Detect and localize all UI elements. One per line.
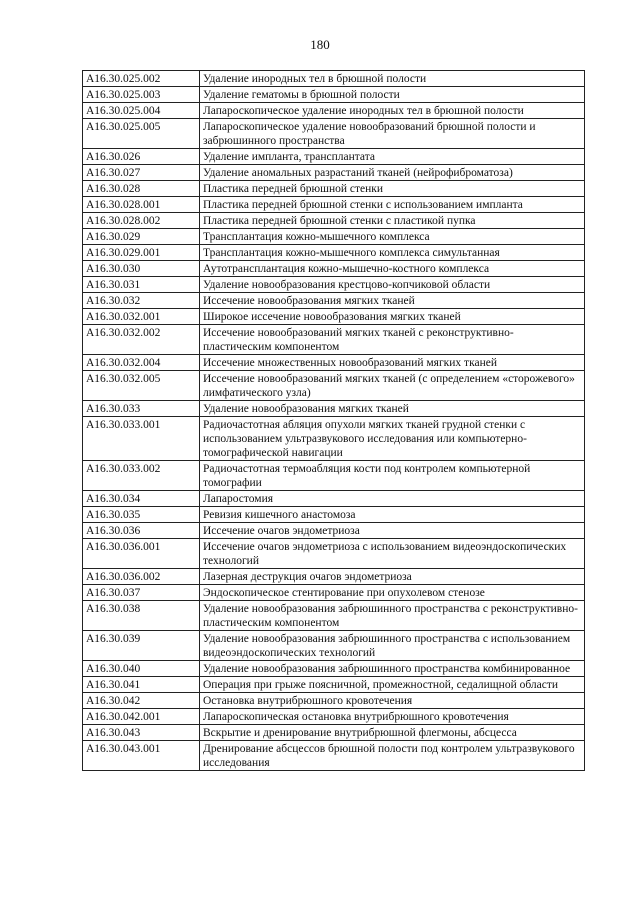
service-code-cell: A16.30.028.002 (83, 213, 200, 229)
table-row (83, 585, 585, 601)
service-name-cell: Иссечение очагов эндометриоза с использованием видеоэндоскопических технологий (200, 539, 585, 569)
table-row (83, 71, 585, 87)
service-name-cell: Лапароскопическая остановка внутрибрюшного кровотечения (200, 709, 585, 725)
service-code-cell: A16.30.040 (83, 661, 200, 677)
service-code-cell: A16.30.025.005 (83, 119, 200, 149)
service-code-cell: A16.30.025.002 (83, 71, 200, 87)
table-row (83, 539, 585, 569)
table-row (83, 417, 585, 461)
service-code-cell: A16.30.030 (83, 261, 200, 277)
table-row (83, 693, 585, 709)
service-code-cell: A16.30.032 (83, 293, 200, 309)
service-name-cell: Операция при грыже поясничной, промежностной, седалищной области (200, 677, 585, 693)
services-table (82, 70, 585, 771)
service-code-cell: A16.30.026 (83, 149, 200, 165)
service-name-cell: Удаление инородных тел в брюшной полости (200, 71, 585, 87)
table-row (83, 523, 585, 539)
service-name-cell: Удаление новообразования забрюшинного пространства с использованием видеоэндоскопических технологий (200, 631, 585, 661)
service-code-cell: A16.30.043 (83, 725, 200, 741)
service-name-cell: Удаление новообразования мягких тканей (200, 401, 585, 417)
table-row (83, 725, 585, 741)
service-name-cell: Аутотрансплантация кожно-мышечно-костного комплекса (200, 261, 585, 277)
service-code-cell: A16.30.037 (83, 585, 200, 601)
table-row (83, 507, 585, 523)
service-name-cell: Иссечение множественных новообразований мягких тканей (200, 355, 585, 371)
table-row (83, 119, 585, 149)
table-row (83, 197, 585, 213)
service-name-cell: Лапаростомия (200, 491, 585, 507)
service-name-cell: Дренирование абсцессов брюшной полости под контролем ультразвукового исследования (200, 741, 585, 771)
service-name-cell: Лазерная деструкция очагов эндометриоза (200, 569, 585, 585)
service-name-cell: Удаление импланта, трансплантата (200, 149, 585, 165)
service-name-cell: Трансплантация кожно-мышечного комплекса симультанная (200, 245, 585, 261)
service-code-cell: A16.30.025.004 (83, 103, 200, 119)
service-code-cell: A16.30.032.001 (83, 309, 200, 325)
service-name-cell: Лапароскопическое удаление инородных тел в брюшной полости (200, 103, 585, 119)
service-code-cell: A16.30.029 (83, 229, 200, 245)
table-row (83, 229, 585, 245)
service-code-cell: A16.30.032.005 (83, 371, 200, 401)
table-row (83, 103, 585, 119)
service-code-cell: A16.30.042.001 (83, 709, 200, 725)
service-name-cell: Радиочастотная термоабляция кости под контролем компьютерной томографии (200, 461, 585, 491)
service-code-cell: A16.30.043.001 (83, 741, 200, 771)
table-row (83, 355, 585, 371)
service-name-cell: Удаление новообразования крестцово-копчиковой области (200, 277, 585, 293)
table-row (83, 149, 585, 165)
service-name-cell: Эндоскопическое стентирование при опухолевом стенозе (200, 585, 585, 601)
service-code-cell: A16.30.036.001 (83, 539, 200, 569)
service-name-cell: Остановка внутрибрюшного кровотечения (200, 693, 585, 709)
service-code-cell: A16.30.031 (83, 277, 200, 293)
service-name-cell: Радиочастотная абляция опухоли мягких тканей грудной стенки с использованием ультразвукового исследования или компьютерно-томографической навигации (200, 417, 585, 461)
service-code-cell: A16.30.039 (83, 631, 200, 661)
table-row (83, 461, 585, 491)
service-code-cell: A16.30.028 (83, 181, 200, 197)
service-name-cell: Удаление новообразования забрюшинного пространства с реконструктивно-пластическим компонентом (200, 601, 585, 631)
table-row (83, 569, 585, 585)
services-table-body (83, 71, 585, 771)
service-code-cell: A16.30.036.002 (83, 569, 200, 585)
service-code-cell: A16.30.042 (83, 693, 200, 709)
service-name-cell: Иссечение очагов эндометриоза (200, 523, 585, 539)
service-name-cell: Пластика передней брюшной стенки (200, 181, 585, 197)
table-row (83, 709, 585, 725)
service-name-cell: Иссечение новообразований мягких тканей (с определением «сторожевого» лимфатического узла) (200, 371, 585, 401)
service-name-cell: Пластика передней брюшной стенки с пластикой пупка (200, 213, 585, 229)
table-row (83, 661, 585, 677)
service-code-cell: A16.30.033 (83, 401, 200, 417)
table-row (83, 491, 585, 507)
table-row (83, 277, 585, 293)
service-code-cell: A16.30.032.002 (83, 325, 200, 355)
service-name-cell: Лапароскопическое удаление новообразований брюшной полости и забрюшинного пространства (200, 119, 585, 149)
service-code-cell: A16.30.033.001 (83, 417, 200, 461)
service-code-cell: A16.30.029.001 (83, 245, 200, 261)
table-row (83, 677, 585, 693)
service-code-cell: A16.30.033.002 (83, 461, 200, 491)
service-code-cell: A16.30.027 (83, 165, 200, 181)
table-row (83, 309, 585, 325)
table-row (83, 181, 585, 197)
service-code-cell: A16.30.035 (83, 507, 200, 523)
table-row (83, 371, 585, 401)
page-number: 180 (310, 37, 330, 52)
table-row (83, 631, 585, 661)
service-name-cell: Трансплантация кожно-мышечного комплекса (200, 229, 585, 245)
service-name-cell: Пластика передней брюшной стенки с использованием импланта (200, 197, 585, 213)
service-name-cell: Вскрытие и дренирование внутрибрюшной флегмоны, абсцесса (200, 725, 585, 741)
table-row (83, 213, 585, 229)
service-name-cell: Иссечение новообразований мягких тканей с реконструктивно-пластическим компонентом (200, 325, 585, 355)
table-row (83, 401, 585, 417)
service-code-cell: A16.30.038 (83, 601, 200, 631)
table-row (83, 87, 585, 103)
service-name-cell: Удаление гематомы в брюшной полости (200, 87, 585, 103)
service-code-cell: A16.30.036 (83, 523, 200, 539)
table-row (83, 293, 585, 309)
table-row (83, 325, 585, 355)
table-row (83, 261, 585, 277)
service-name-cell: Удаление новообразования забрюшинного пространства комбинированное (200, 661, 585, 677)
service-code-cell: A16.30.025.003 (83, 87, 200, 103)
table-row (83, 165, 585, 181)
table-row (83, 245, 585, 261)
service-code-cell: A16.30.032.004 (83, 355, 200, 371)
service-code-cell: A16.30.034 (83, 491, 200, 507)
service-name-cell: Удаление аномальных разрастаний тканей (нейрофиброматоза) (200, 165, 585, 181)
table-row (83, 741, 585, 771)
service-code-cell: A16.30.028.001 (83, 197, 200, 213)
service-name-cell: Ревизия кишечного анастомоза (200, 507, 585, 523)
service-name-cell: Широкое иссечение новообразования мягких тканей (200, 309, 585, 325)
table-row (83, 601, 585, 631)
service-code-cell: A16.30.041 (83, 677, 200, 693)
service-name-cell: Иссечение новообразования мягких тканей (200, 293, 585, 309)
